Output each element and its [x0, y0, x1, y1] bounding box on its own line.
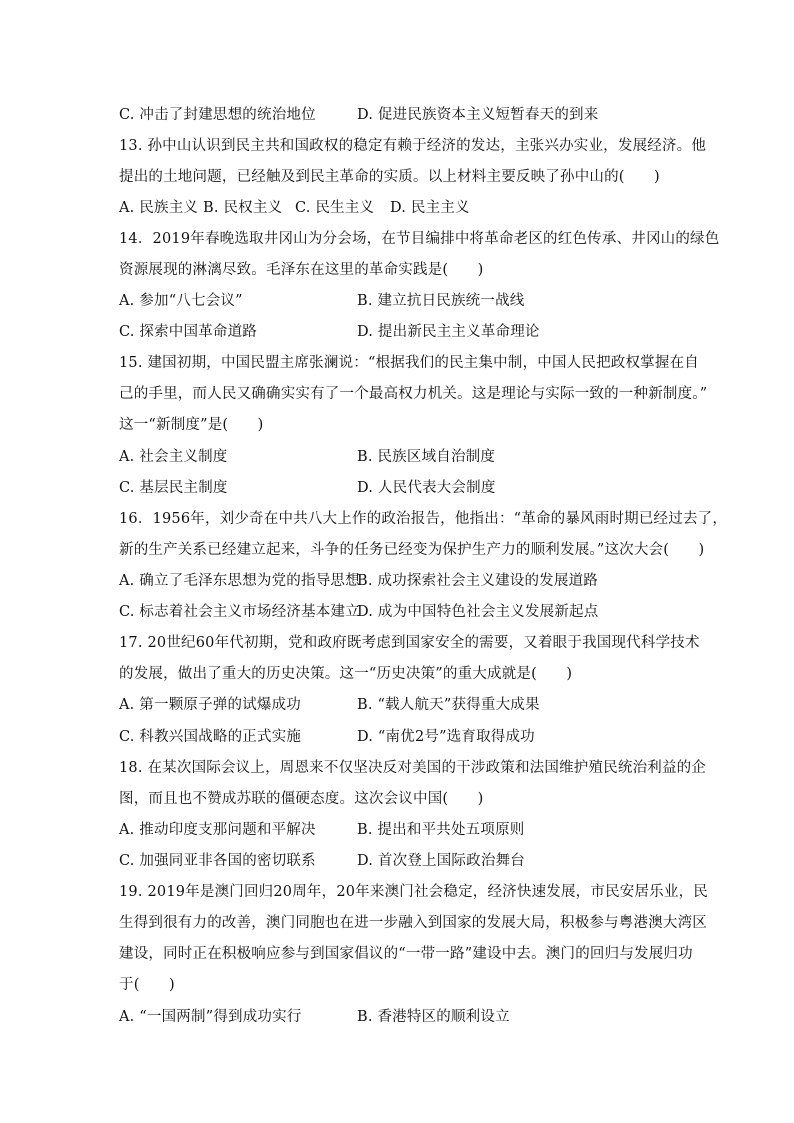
- q17-stem-line-2: 的发展，做出了重大的历史决策。这一“历史决策”的重大成就是( ): [119, 666, 573, 682]
- q17-stem-line-1: 17. 20世纪60年代初期，党和政府既考虑到国家安全的需要，又着眼于我国现代科学技术: [119, 635, 700, 651]
- option-c: C. 冲击了封建思想的统治地位: [119, 107, 316, 123]
- option-a: A. 民族主义: [119, 200, 199, 216]
- q19-stem-line-1: 19. 2019年是澳门回归20周年，20年来澳门社会稳定，经济快速发展，市民安居乐业，民: [119, 884, 708, 900]
- option-d: D. 民主主义: [390, 200, 470, 216]
- q19-stem-line-3: 建设，同时正在积极响应参与到国家倡议的“一带一路”建设中去。澳门的回归与发展归功: [119, 946, 693, 962]
- option-b: B. 香港特区的顺利设立: [357, 1009, 510, 1025]
- option-b: B. “载人航天”获得重大成果: [357, 697, 540, 713]
- q18-stem-line-2: 图，而且也不赞成苏联的僵硬态度。这次会议中国( ): [119, 791, 484, 807]
- option-a: A. “一国两制”得到成功实行: [119, 1009, 302, 1025]
- q19-stem-line-2: 生得到很有力的改善，澳门同胞也在进一步融入到国家的发展大局，积极参与粤港澳大湾区: [119, 915, 707, 931]
- q13-stem-line-1: 13. 孙中山认识到民主共和国政权的稳定有赖于经济的发达，主张兴办实业，发展经济。他: [119, 138, 707, 154]
- q14-stem-line-2: 资源展现的淋漓尽致。毛泽东在这里的革命实践是( ): [119, 262, 484, 278]
- option-a: A. 社会主义制度: [119, 449, 228, 465]
- option-c: C. 民生主义: [295, 200, 375, 216]
- option-c: C. 标志着社会主义市场经济基本建立: [119, 604, 360, 620]
- q16-stem-line-1: 16．1956年，刘少奇在中共八大上作的政治报告，他指出：“革命的暴风雨时期已经过去了，: [119, 511, 728, 527]
- q15-stem-line-1: 15. 建国初期，中国民盟主席张澜说：“根据我们的民主集中制，中国人民把政权掌握在自: [119, 355, 699, 371]
- option-d: D. 促进民族资本主义短暂春天的到来: [357, 107, 599, 123]
- option-a: A. 第一颗原子弹的试爆成功: [119, 697, 301, 713]
- option-b: B. 民权主义: [203, 200, 283, 216]
- q16-stem-line-2: 新的生产关系已经建立起来，斗争的任务已经变为保护生产力的顺利发展。”这次大会( ): [119, 542, 705, 558]
- option-d: D. 提出新民主主义革命理论: [357, 324, 540, 340]
- option-b: B. 成功探索社会主义建设的发展道路: [357, 573, 598, 589]
- option-a: A. 参加“八七会议”: [119, 293, 243, 309]
- option-b: B. 建立抗日民族统一战线: [357, 293, 525, 309]
- option-c: C. 科教兴国战略的正式实施: [119, 729, 302, 745]
- q14-stem-line-1: 14．2019年春晚选取井冈山为分会场，在节目编排中将革命老区的红色传承、井冈山的绿色: [119, 231, 720, 247]
- option-d: D. 首次登上国际政治舞台: [357, 853, 525, 869]
- option-c: C. 基层民主制度: [119, 480, 228, 496]
- option-d: D. “南优2号”选育取得成功: [357, 729, 535, 745]
- option-d: D. 成为中国特色社会主义发展新起点: [357, 604, 599, 620]
- option-a: A. 推动印度支那问题和平解决: [119, 822, 316, 838]
- option-c: C. 加强同亚非各国的密切联系: [119, 853, 316, 869]
- q13-stem-line-2: 提出的土地问题，已经触及到民主革命的实质。以上材料主要反映了孙中山的( ): [119, 169, 660, 185]
- option-b: B. 民族区域自治制度: [357, 449, 496, 465]
- option-c: C. 探索中国革命道路: [119, 324, 257, 340]
- q18-stem-line-1: 18. 在某次国际会议上，周恩来不仅坚决反对美国的干涉政策和法国维护殖民统治利益的企: [119, 760, 707, 776]
- option-b: B. 提出和平共处五项原则: [357, 822, 525, 838]
- option-a: A. 确立了毛泽东思想为党的指导思想: [119, 573, 360, 589]
- q15-stem-line-2: 己的手里，而人民又确确实实有了一个最高权力机关。这是理论与实际一致的一种新制度。”: [119, 386, 708, 402]
- q19-stem-line-4: 于( ): [119, 977, 175, 993]
- option-d: D. 人民代表大会制度: [357, 480, 496, 496]
- q15-stem-line-3: 这一“新制度”是( ): [119, 417, 264, 433]
